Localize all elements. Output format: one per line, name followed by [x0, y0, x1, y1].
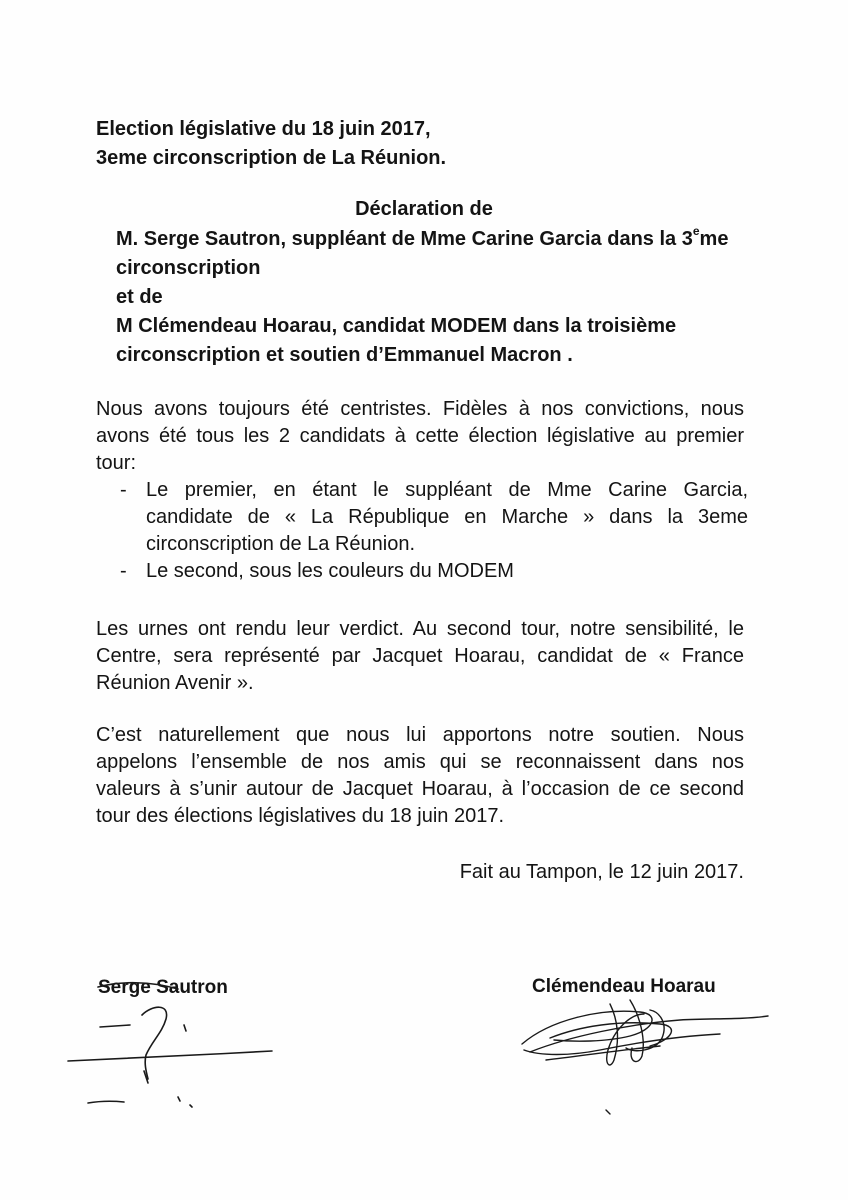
- header-line-2: 3eme circonscription de La Réunion.: [96, 147, 447, 169]
- list-item-1-line-2: candidate de « La République en Marche » dans la 3eme: [146, 506, 748, 528]
- signatory-left-name: Serge Sautron: [98, 977, 228, 998]
- declaration-title: Déclaration de: [355, 198, 493, 220]
- signatory-right-name: Clémendeau Hoarau: [532, 976, 716, 997]
- declaration-line-5: circonscription et soutien d’Emmanuel Macron .: [116, 344, 573, 366]
- list-item-2-text: Le second, sous les couleurs du MODEM: [146, 560, 514, 582]
- paragraph-3-line-3: valeurs à s’unir autour de Jacquet Hoarau, à l’occasion de ce second: [96, 778, 744, 800]
- paragraph-2-line-3: Réunion Avenir ».: [96, 672, 254, 694]
- list-item-1-line-3: circonscription de La Réunion.: [146, 533, 416, 555]
- signature-left-scribble: [60, 975, 300, 1125]
- list-item-2: [120, 558, 748, 585]
- declaration-line-2: circonscription: [116, 257, 261, 279]
- declaration-line-4: M Clémendeau Hoarau, candidat MODEM dans la troisième: [116, 315, 677, 337]
- list-dash: -: [120, 560, 127, 582]
- declaration-block: [116, 225, 756, 370]
- declaration-line-3: et de: [116, 286, 163, 308]
- paragraph-3: [96, 722, 744, 830]
- paragraph-1-line-3: tour:: [96, 452, 137, 474]
- list-item-1-line-1: Le premier, en étant le suppléant de Mme Carine Garcia,: [146, 479, 748, 501]
- paragraph-3-line-1: C’est naturellement que nous lui apportons notre soutien. Nous: [96, 724, 744, 746]
- paragraph-1-line-1: Nous avons toujours été centristes. Fidèles à nos convictions, nous: [96, 398, 744, 420]
- place-date: Fait au Tampon, le 12 juin 2017.: [459, 861, 744, 883]
- declaration-line-1: M. Serge Sautron, suppléant de Mme Carine Garcia dans la 3eme: [116, 224, 729, 250]
- list-item-1: [120, 477, 748, 558]
- paragraph-2-line-2: Centre, sera représenté par Jacquet Hoarau, candidat de « France: [96, 645, 744, 667]
- paragraph-2: [96, 616, 744, 697]
- signature-right-scribble: [510, 990, 780, 1120]
- paragraph-2-line-1: Les urnes ont rendu leur verdict. Au second tour, notre sensibilité, le: [96, 618, 744, 640]
- paragraph-1-line-2: avons été tous les 2 candidats à cette élection législative au premier: [96, 425, 744, 447]
- paragraph-1: [96, 396, 744, 477]
- header-line-1: Election législative du 18 juin 2017,: [96, 118, 431, 140]
- paragraph-3-line-4: tour des élections législatives du 18 juin 2017.: [96, 805, 505, 827]
- candidates-list: [120, 477, 748, 585]
- list-dash: -: [120, 479, 127, 501]
- paragraph-3-line-2: appelons l’ensemble de nos amis qui se reconnaissent dans nos: [96, 751, 744, 773]
